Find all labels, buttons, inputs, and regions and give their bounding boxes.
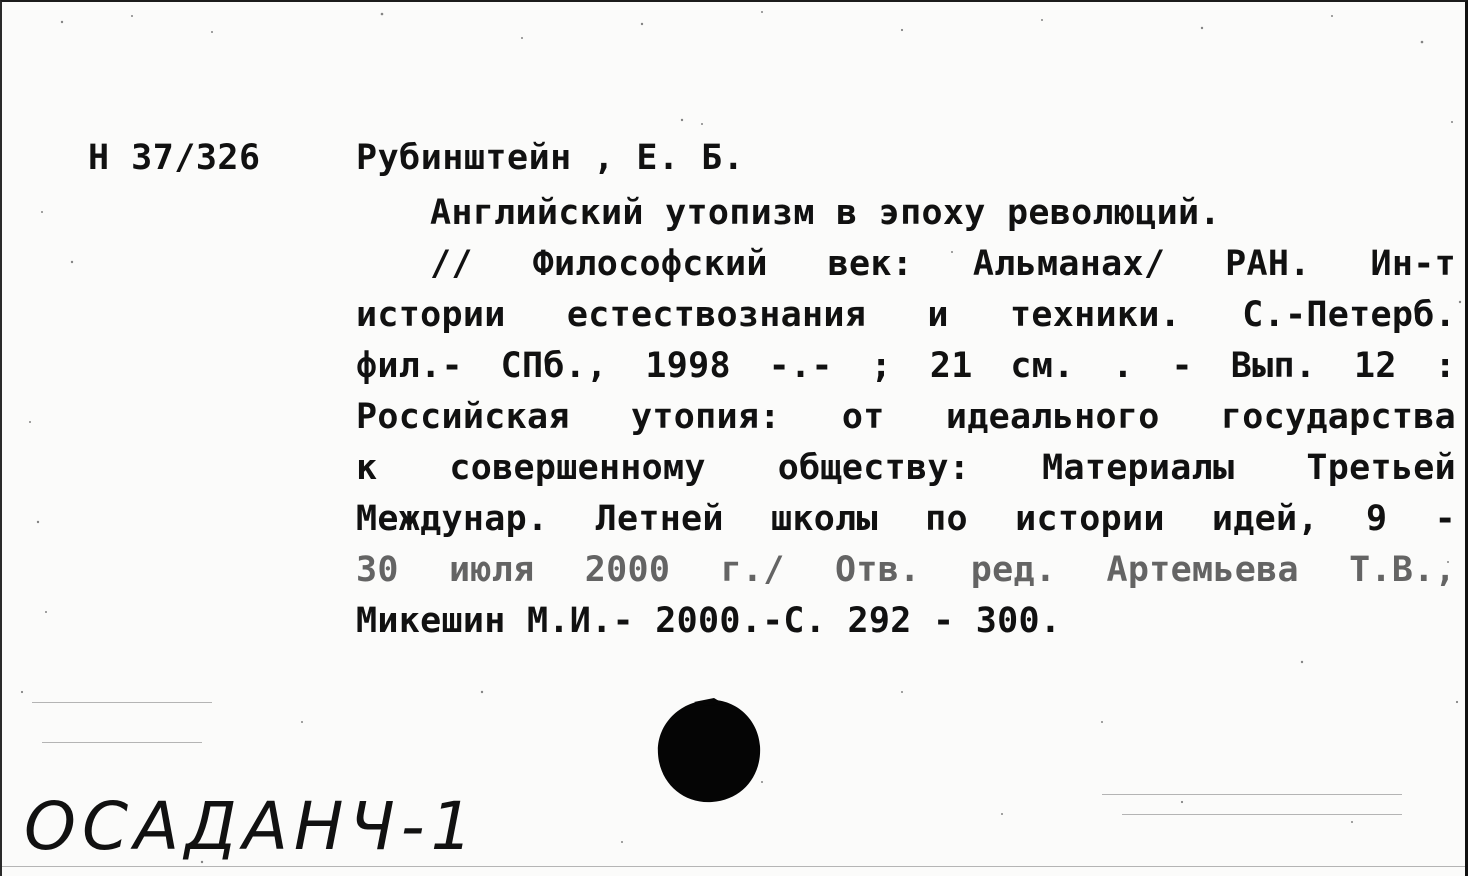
description-line: Российская утопия: от идеального государства	[356, 397, 1456, 437]
description-line: Микешин М.И.- 2000.-С. 292 - 300.	[356, 601, 1062, 641]
title-line: Английский утопизм в эпоху революций.	[430, 193, 1221, 233]
description-line: истории естествознания и техники. С.-Петерб.	[356, 295, 1456, 335]
bibliographic-description	[356, 188, 1456, 647]
description-line: к совершенному обществу: Материалы Третьей	[356, 448, 1456, 488]
author-heading: Рубинштейн , Е. Б.	[356, 138, 745, 178]
description-line: // Философский век: Альманах/ РАН. Ин-т	[430, 244, 1456, 284]
handwritten-code: ОСАДАНЧ-1	[24, 788, 479, 865]
shelf-mark: Н 37/326	[88, 138, 261, 178]
description-line: Междунар. Летней школы по истории идей, 9 -	[356, 499, 1456, 539]
description-line: 30 июля 2000 г./ Отв. ред. Артемьева Т.В.,	[356, 550, 1456, 590]
description-line: фил.- СПб., 1998 -.- ; 21 см. . - Вып. 12 :	[356, 346, 1456, 386]
punch-hole	[654, 696, 766, 806]
